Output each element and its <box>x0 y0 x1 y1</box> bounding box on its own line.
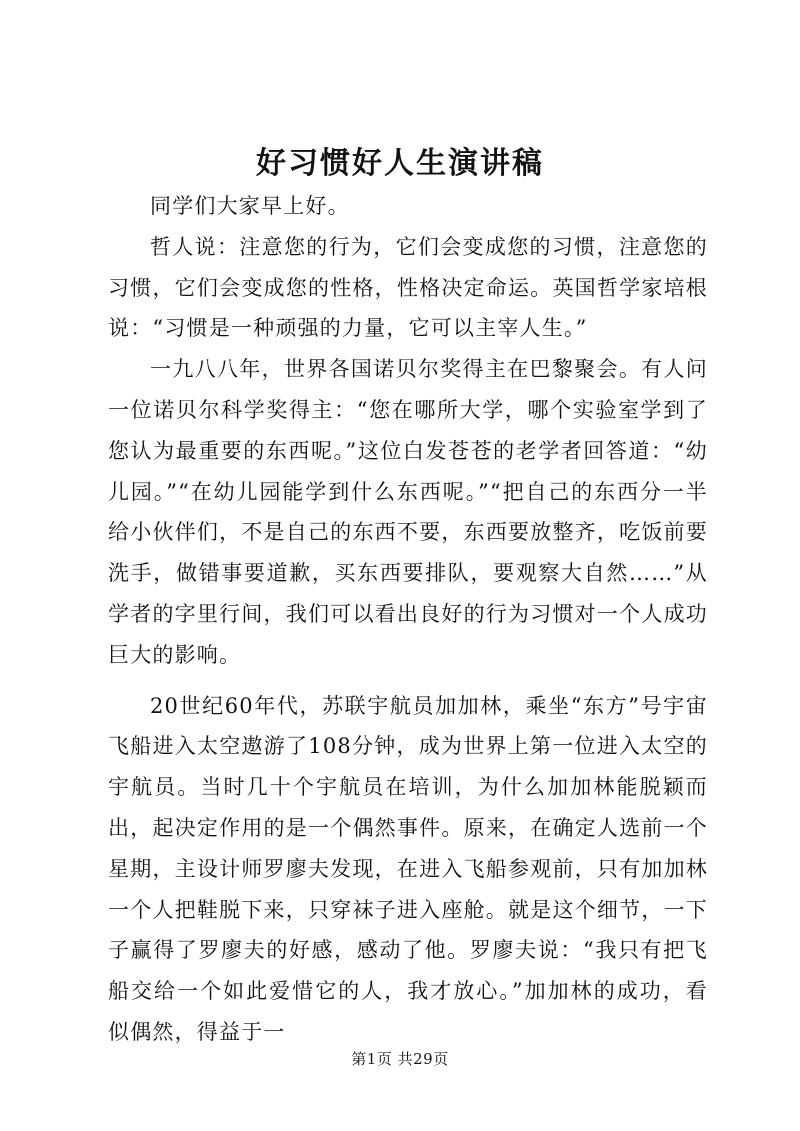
nobel-anecdote-paragraph: 一九八八年，世界各国诺贝尔奖得主在巴黎聚会。有人问一位诺贝尔科学奖得主：“您在哪所大学，哪个实验室学到了您认为最重要的东西呢。”这位白发苍苍的老学者回答道：“幼儿园。”“在幼儿园能学到什么东西呢。”“把自己的东西分一半给小伙伴们，不是自己的东西不要，东西要放整齐，吃饭前要洗手，做错事要道歉，买东西要排队，要观察大自然……”从学者的字里行间，我们可以看出良好的行为习惯对一个人成功巨大的影响。 <box>108 357 708 667</box>
document-body <box>108 186 708 1053</box>
page-title: 好习惯好人生演讲稿 <box>256 146 544 181</box>
gagarin-paragraph: 20世纪60年代，苏联宇航员加加林，乘坐“东方”号宇宙飞船进入太空遨游了108分钟，成为世界上第一位进入太空的宇航员。当时几十个宇航员在培训，为什么加加林能脱颖而出，起决定作用的是一个偶然事件。原来，在确定人选前一个星期，主设计师罗廖夫发现，在进入飞船参观前，只有加加林一个人把鞋脱下来，只穿袜子进入座舱。就是这个细节，一下子赢得了罗廖夫的好感，感动了他。罗廖夫说：“我只有把飞船交给一个如此爱惜它的人，我才放心。”加加林的成功，看似偶然，得益于一 <box>108 693 708 1044</box>
page-number-footer: 第1页 共29页 <box>351 1050 449 1068</box>
philosopher-quote-paragraph: 哲人说：注意您的行为，它们会变成您的习惯，注意您的习惯，它们会变成您的性格，性格决定命运。英国哲学家培根说：“习惯是一种顽强的力量，它可以主宰人生。” <box>108 234 708 341</box>
greeting-paragraph: 同学们大家早上好。 <box>150 194 350 218</box>
